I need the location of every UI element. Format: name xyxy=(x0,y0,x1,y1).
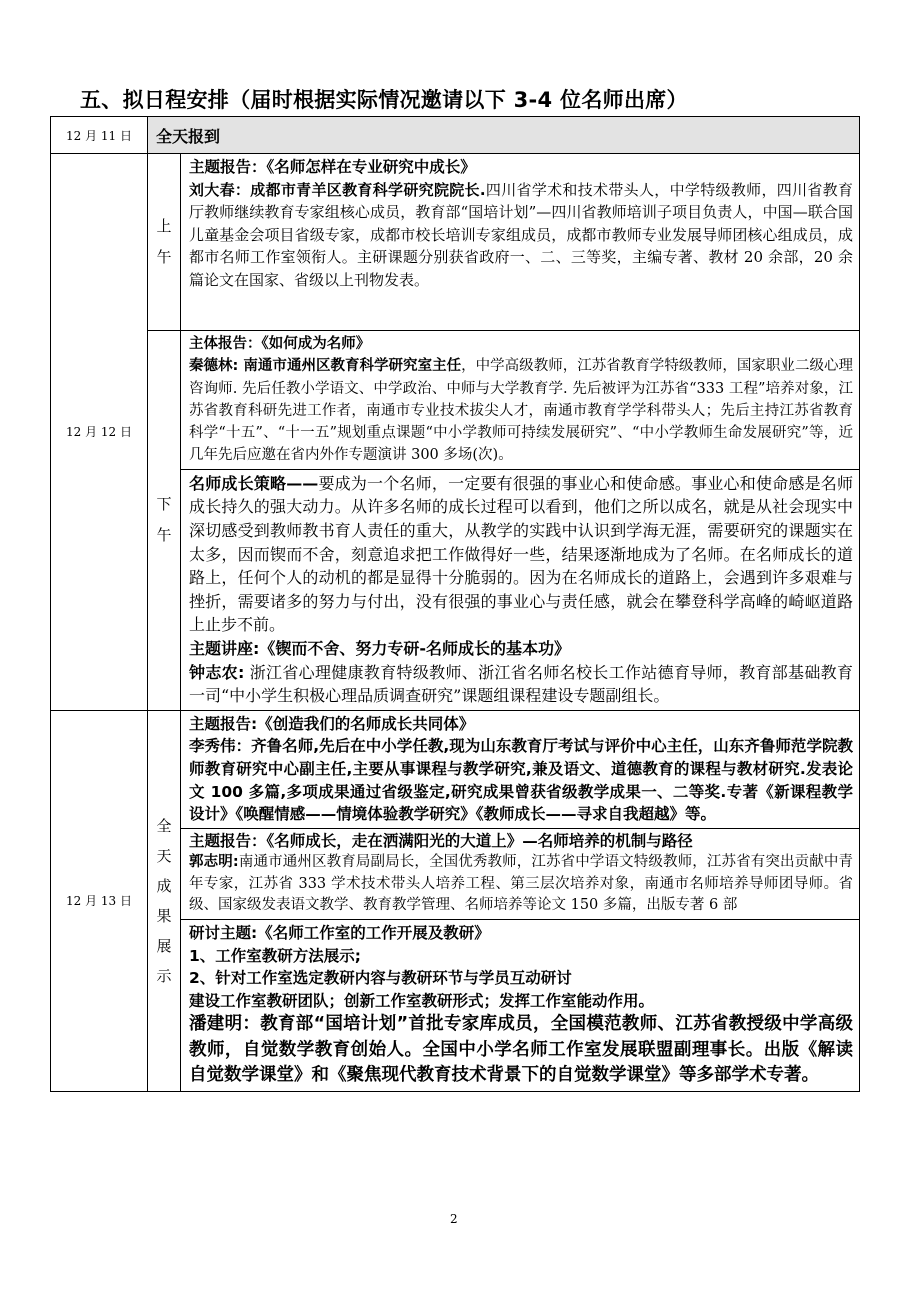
morning-topic: 主题报告：《名师怎样在专业研究中成长》 xyxy=(189,158,476,176)
day3-s3-item1: 1、工作室教研方法展示; xyxy=(189,946,361,965)
day3-s1-topic: 主题报告:《创造我们的名师成长共同体》 xyxy=(189,714,475,733)
day3-s1-text: 李秀伟：齐鲁名师,先后在中小学任教,现为山东教育厅考试与评价中心主任，山东齐鲁师范学院教师教育研究中心副主任,主要从事课程与教学研究,兼及语文、道德教育的课程与教材研究.发表论文 100 多篇,多项成果通过省级鉴定,研究成果曾获省级教学成果一、二等奖.专著《新课程教学设计》《唤醒情感——情境体验教学研究》《教师成长——寻求自我超越》等。 xyxy=(189,737,853,824)
day3-s3-bio: 教育部“国培计划”首批专家库成员，全国模范教师、江苏省教授级中学高级教师，自觉数学教育创始人。全国中小学名师工作室发展联盟副理事长。出版《解读自觉数学课堂》和《聚焦现代教育技术背景下的自觉数学课堂》等多部学术专著。 xyxy=(189,1014,853,1086)
afternoon-label: 下 午 xyxy=(148,331,181,711)
afternoon2-text: 要成为一个名师，一定要有很强的事业心和使命感。事业心和使命感是名师成长持久的强大动力。从许多名师的成长过程可以看到，他们之所以成名，就是从社会现实中深切感受到教师教书育人责任的重大，从教学的实践中认识到学海无涯，需要研究的课题实在太多，因而锲而不舍，刻意追求把工作做得好一些，结果逐渐地成为了名师。在名师成长的道路上，任何个人的动机的都是显得十分脆弱的。因为在名师成长的道路上，会遇到许多艰难与挫折，需要诸多的努力与付出，没有很强的事业心与责任感，就会在攀登科学高峰的崎岖道路上止步不前。 xyxy=(189,473,853,635)
day3-s3-item3: 建设工作室教研团队；创新工作室教研形式；发挥工作室能动作用。 xyxy=(189,991,655,1010)
schedule-row-day2-afternoon xyxy=(51,331,860,470)
day3-label: 全 天 成 果 展 示 xyxy=(148,710,181,1091)
afternoon1-speaker: 秦德林: 南通市通州区教育科学研究室主任 xyxy=(189,358,462,375)
day3-s2-speaker: 郭志明: xyxy=(189,854,239,871)
day3-s3-topic: 研讨主题:《名师工作室的工作开展及教研》 xyxy=(189,924,490,943)
morning-session xyxy=(181,154,860,331)
afternoon1-topic: 主体报告：《如何成为名师》 xyxy=(189,336,371,352)
afternoon-session-2 xyxy=(181,469,860,710)
day3-s2-topic: 主题报告：《名师成长，走在洒满阳光的大道上》—名师培养的机制与路径 xyxy=(189,831,693,850)
day1-date: 12 月 11 日 xyxy=(51,117,148,154)
day3-session-2 xyxy=(181,828,860,919)
day3-session-3 xyxy=(181,920,860,1092)
schedule-row-day1 xyxy=(51,117,860,154)
day2-date: 12 月 12 日 xyxy=(51,154,148,711)
day3-date: 12 月 13 日 xyxy=(51,710,148,1091)
schedule-row-day2-morning xyxy=(51,154,860,331)
day1-content: 全天报到 xyxy=(148,117,860,154)
day3-session-1 xyxy=(181,710,860,828)
afternoon2-heading: 名师成长策略—— xyxy=(189,473,319,493)
morning-speaker: 刘大春：成都市青羊区教育科学研究院院长. xyxy=(189,180,486,199)
afternoon2-speaker: 钟志农: xyxy=(189,662,245,682)
schedule-table xyxy=(50,116,860,1092)
schedule-row-day3-1 xyxy=(51,710,860,828)
morning-bio: 四川省学术和技术带头人，中学特级教师，四川省教育厅教师继续教育专家组核心成员，教育部“国培计划”—四川省教师培训子项目负责人，中国—联合国儿童基金会项目省级专家，成都市校长培训专家组成员，成都市教师专业发展导师团核心组成员，成都市名师工作室领衔人。主研课题分别获省政府一、二、三等奖，主编专著、教材 20 余部，20 余篇论文在国家、省级以上刊物发表。 xyxy=(189,180,853,289)
day3-s3-item2: 2、针对工作室选定教研内容与教研环节与学员互动研讨 xyxy=(189,969,572,988)
page-number: 2 xyxy=(450,1212,458,1226)
morning-label: 上 午 xyxy=(148,154,181,331)
day3-s3-speaker: 潘建明： xyxy=(189,1014,261,1035)
day3-s2-bio: 南通市通州区教育局副局长，全国优秀教师，江苏省中学语文特级教师，江苏省有突出贡献中青年专家，江苏省 333 学术技术带头人培养工程、第三层次培养对象，南通市名师培养导师团导师。省级、国家级发表语文教学、教育教学管理、名师培养等论文 150 多篇，出版专著 6 部 xyxy=(189,854,853,914)
section-title: 五、拟日程安排（届时根据实际情况邀请以下 3-4 位名师出席） xyxy=(80,88,688,112)
afternoon2-topic: 主题讲座:《锲而不舍、努力专研-名师成长的基本功》 xyxy=(189,638,571,658)
afternoon2-bio: 浙江省心理健康教育特级教师、浙江省名师名校长工作站德育导师，教育部基础教育一司“中小学生积极心理品质调查研究”课题组课程建设专题副组长。 xyxy=(189,662,853,706)
afternoon-session-1 xyxy=(181,331,860,470)
afternoon1-bio: ，中学高级教师，江苏省教育学特级教师，国家职业二级心理咨询师. 先后任教小学语文、中学政治、中师与大学教育学. 先后被评为江苏省“333 工程”培养对象，江苏省教育科研先进工作者，南通市专业技术拔尖人才，南通市教育学学科带头人；先后主持江苏省教育科学“十五”、“十一五”规划重点课题“中小学教师可持续发展研究”、“中小学教师生命发展研究”等，近几年先后应邀在省内外作专题演讲 300 多场(次)。 xyxy=(189,358,853,464)
